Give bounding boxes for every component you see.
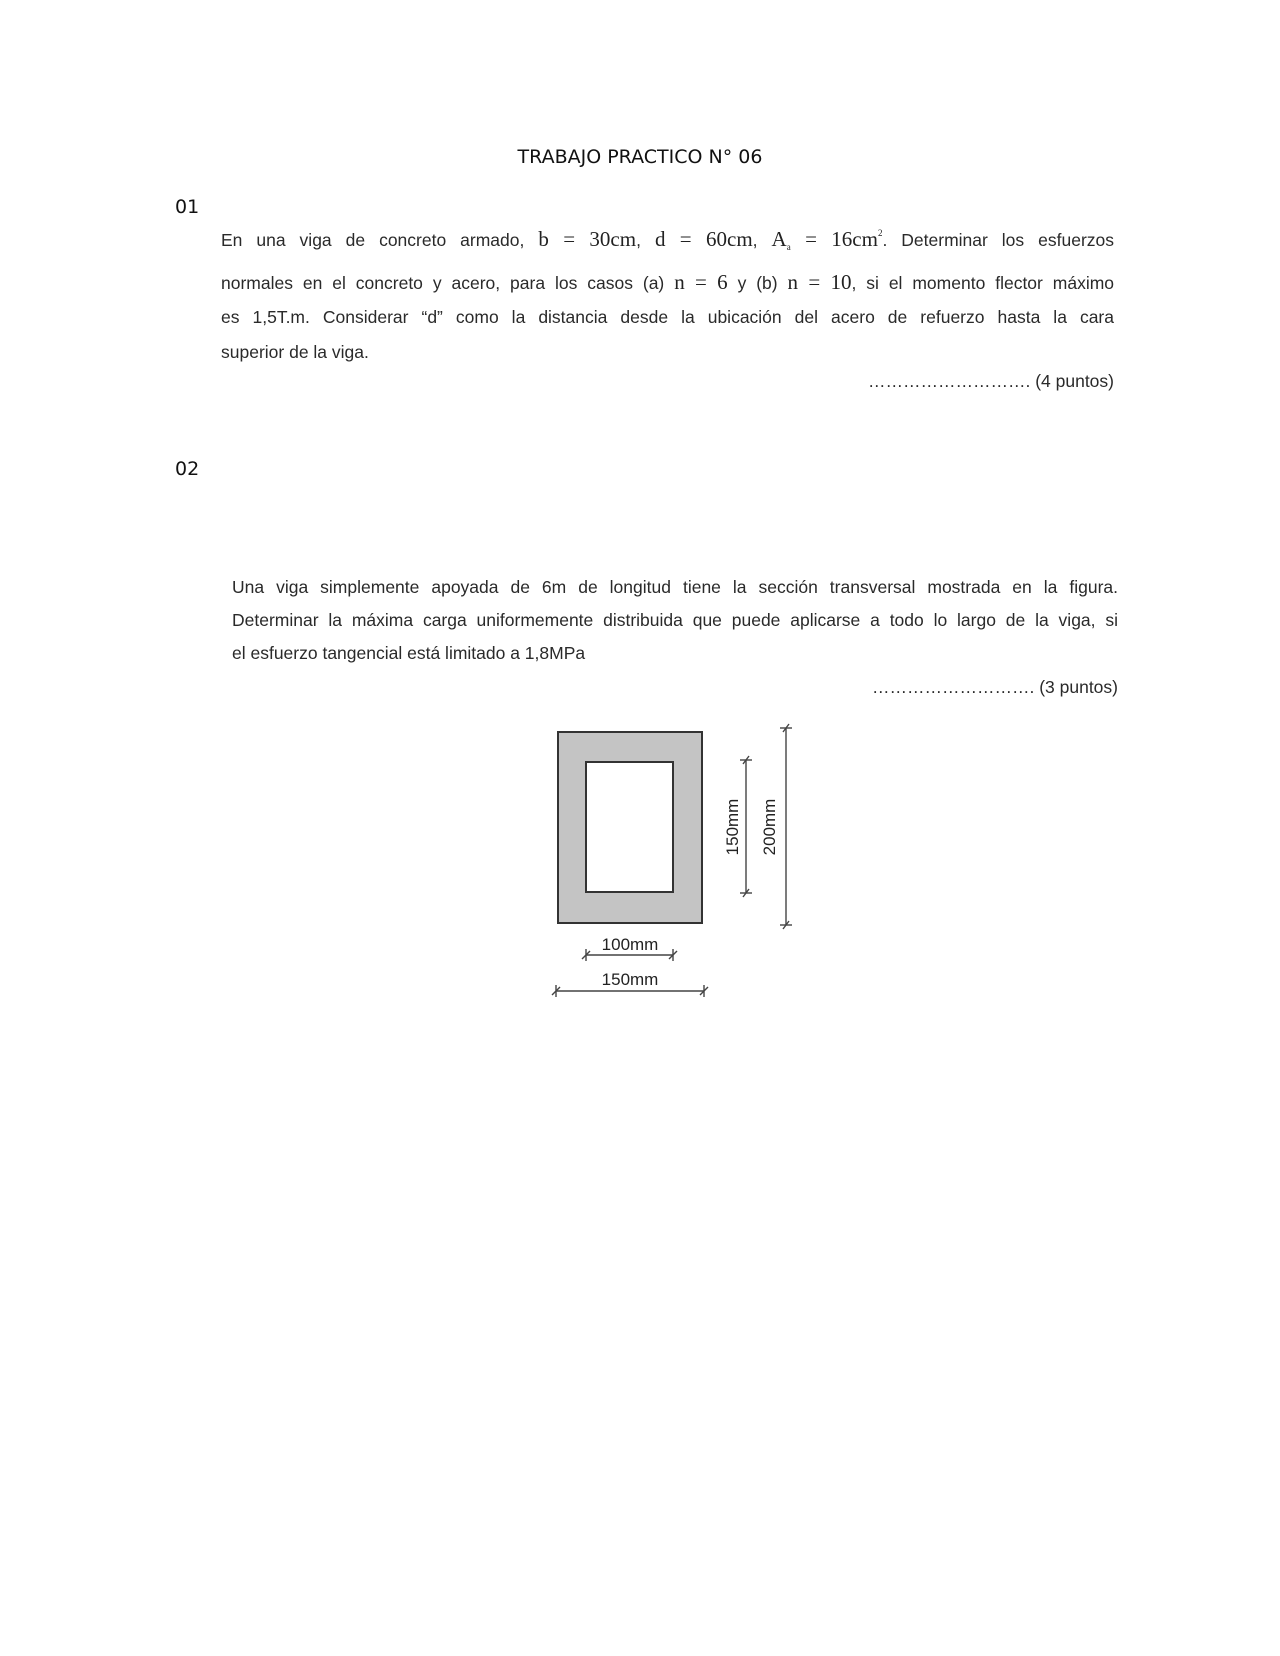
inner-hollow [586,762,673,892]
q1-line1-text-b: . Determinar los esfuerzos [882,230,1115,250]
q1-line2-text-c: , si el momento flector máximo [851,272,1115,293]
outer-height-label: 200mm [760,798,779,856]
cross-section-figure [540,715,810,1005]
question-1-text [221,216,1114,369]
question-2-points: ………………………. (3 puntos) [871,677,1118,697]
page-title: TRABAJO PRACTICO N° 06 [517,146,763,168]
question-2-text [232,571,1118,670]
question-1-points: ………………………. (4 puntos) [867,371,1114,391]
as-value: = 16cm [790,227,878,251]
q2-line-1: Una viga simplemente apoyada de 6m de longitud tiene la sección transversal mostrada en la figura. [232,577,1118,597]
q1-line2-text-a: normales en el concreto y acero, para los casos (a) [221,272,665,293]
q1-line-3: es 1,5T.m. Considerar “d” como la distancia desde la ubicación del acero de refuerzo hasta la cara [221,307,1114,327]
q1-sep-2: , [752,230,758,250]
question-1-number: 01 [175,196,200,218]
b-equation: b = 30cm [538,227,637,251]
outer-width-label: 150mm [601,970,659,989]
q2-line-2: Determinar la máxima carga uniformemente distribuida que puede aplicarse a todo lo largo de la viga, si [232,610,1118,630]
q2-line-3: el esfuerzo tangencial está limitado a 1,8MPa [232,643,586,663]
inner-height-label: 150mm [723,798,742,856]
q1-line2-text-b: y (b) [737,272,778,293]
as-exponent: 2 [877,228,883,238]
n10-equation: n = 10 [787,269,852,294]
q1-line1-text-a: En una viga de concreto armado, [221,230,525,250]
question-2-number: 02 [175,458,200,480]
outer-height-dimension [780,724,792,929]
as-symbol: A [771,227,787,251]
d-equation: d = 60cm [654,227,753,251]
q1-line-4: superior de la viga. [221,341,369,362]
inner-width-label: 100mm [601,935,659,954]
q1-sep-1: , [636,230,641,250]
as-equation [772,227,883,251]
n6-equation: n = 6 [674,269,728,294]
as-subscript: a [786,242,791,252]
